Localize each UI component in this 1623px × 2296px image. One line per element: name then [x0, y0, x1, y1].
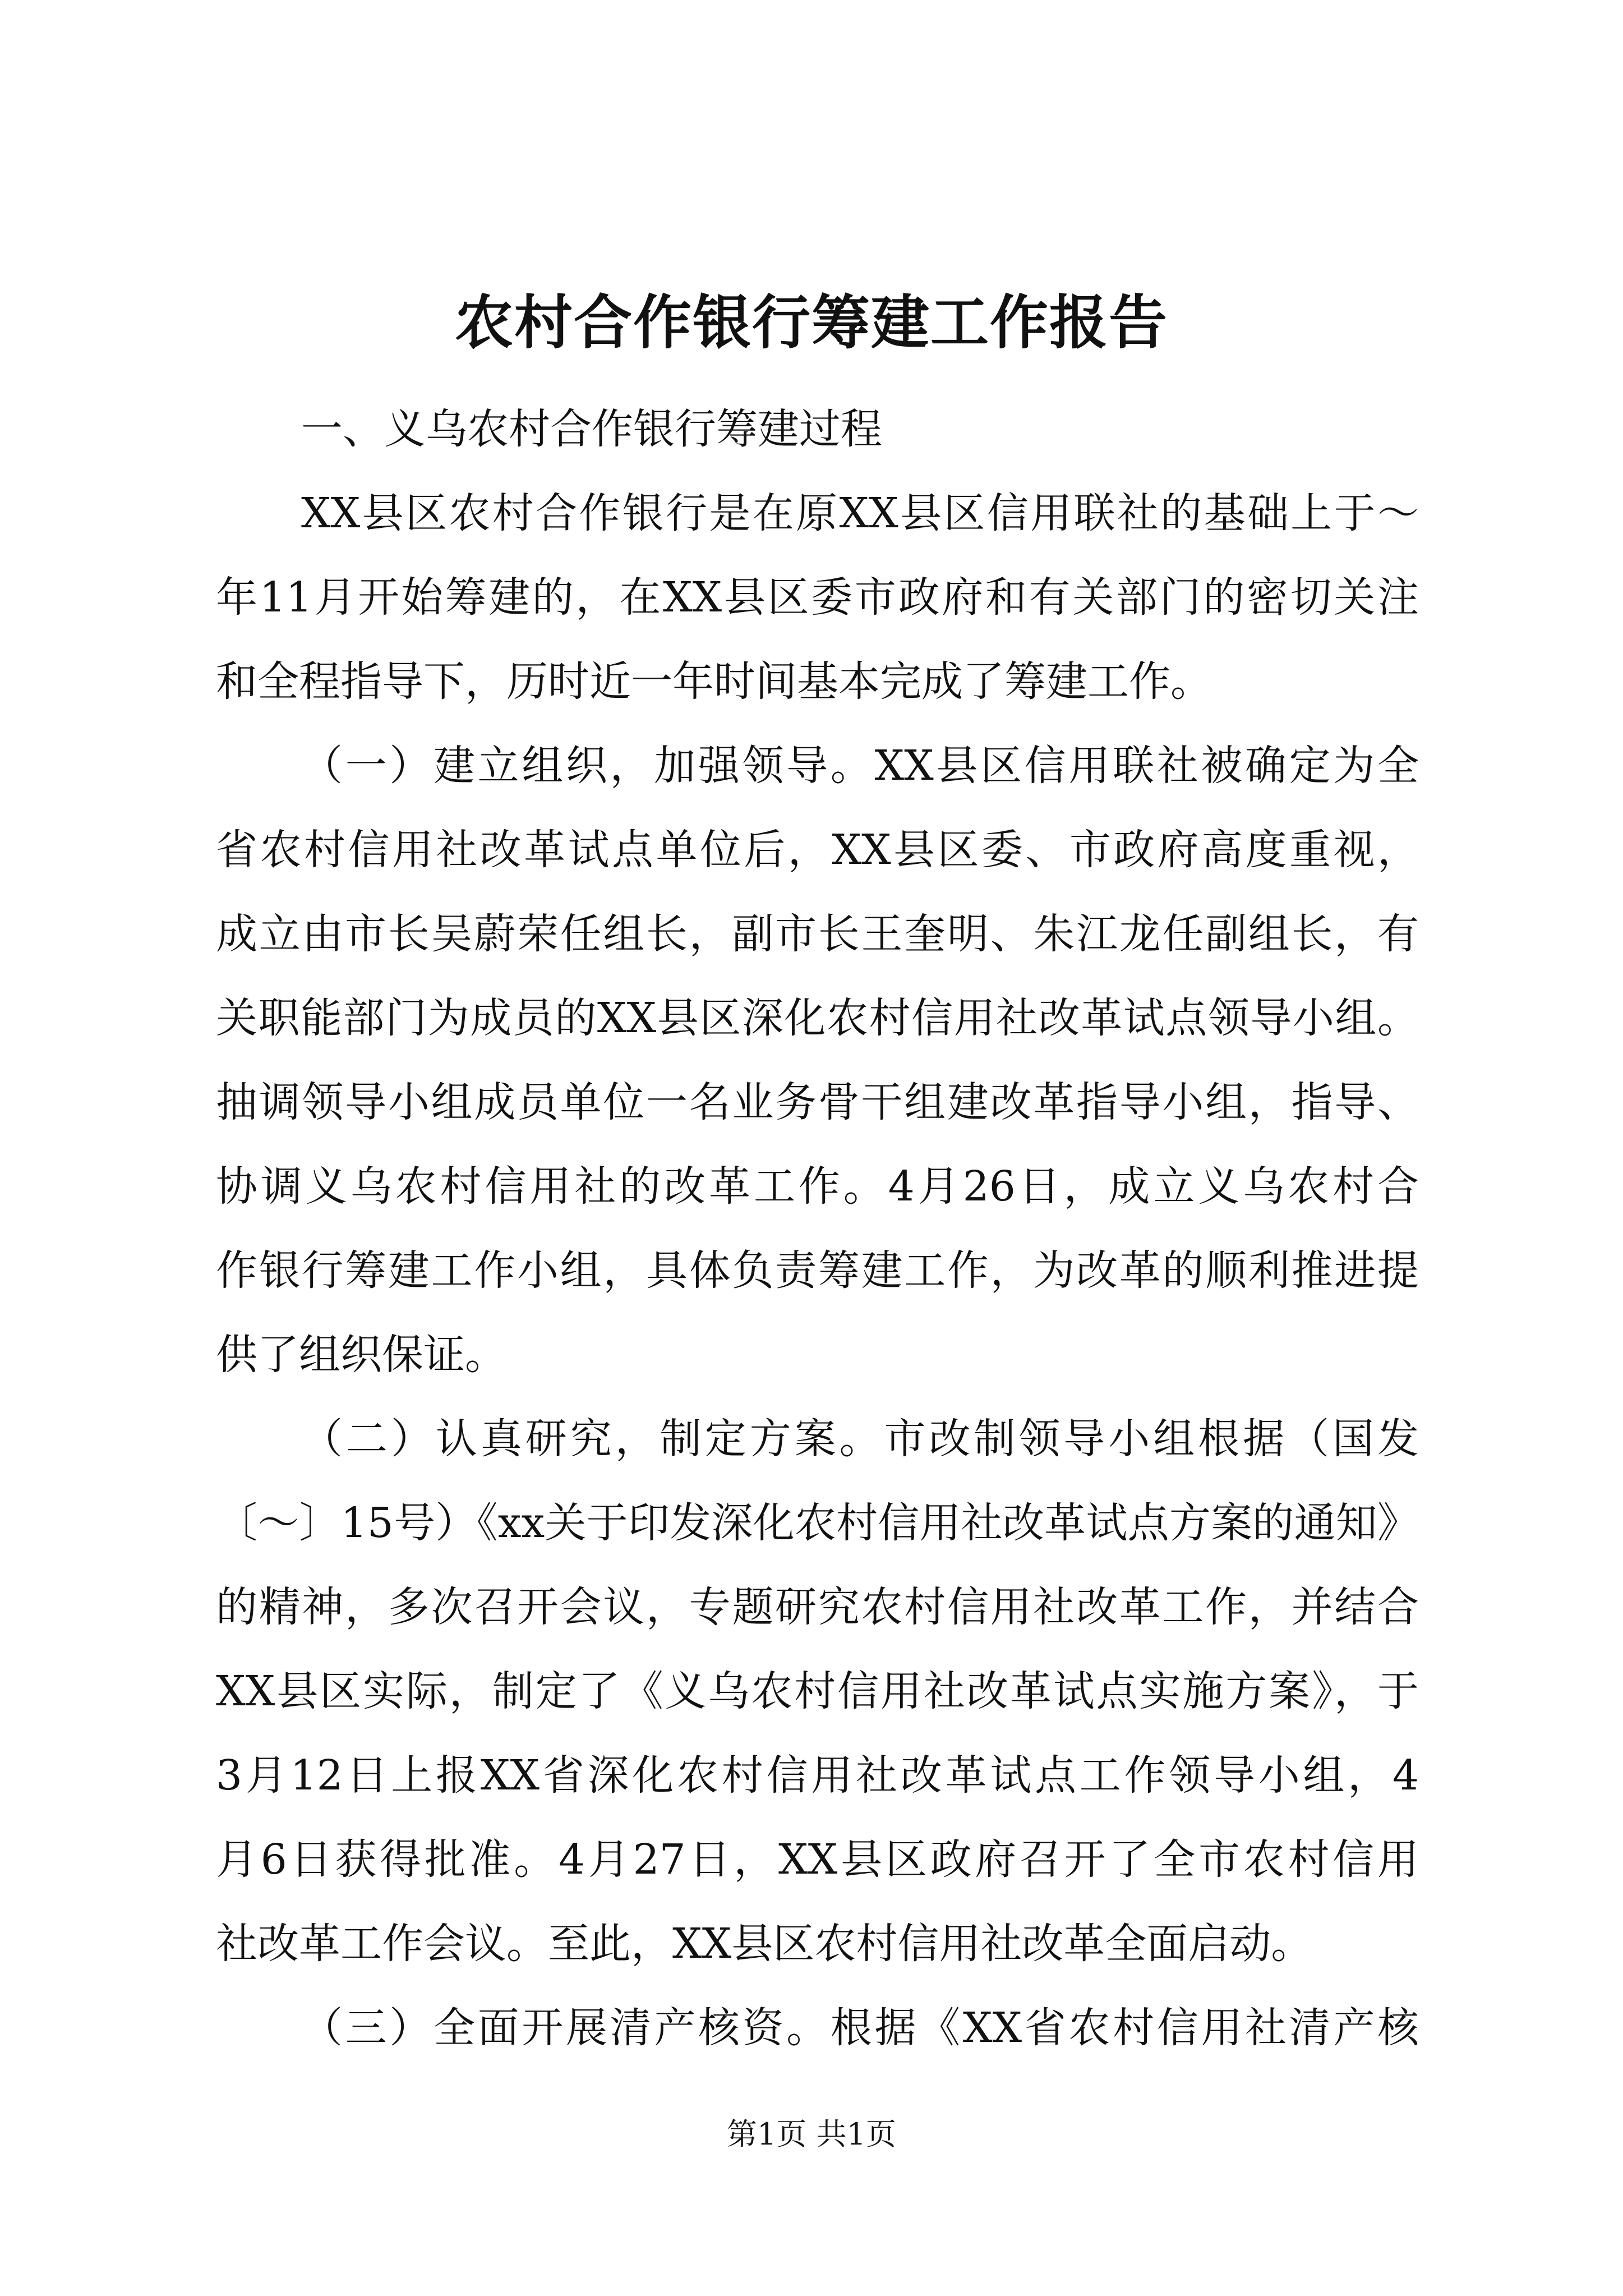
paragraph-line: 关职能部门为成员的XX县区深化农村信用社改革试点领导小组。: [216, 994, 1419, 1042]
section-heading-1: 一、义乌农村合作银行筹建过程: [301, 405, 882, 453]
paragraph-line: 作银行筹建工作小组，具体负责筹建工作，为改革的顺利推进提: [216, 1246, 1419, 1295]
paragraph-line: 省农村信用社改革试点单位后，XX县区委、市政府高度重视，: [216, 826, 1419, 874]
page-number-footer: 第1页 共1页: [727, 2116, 896, 2152]
paragraph-line: 3月12日上报XX省深化农村信用社改革试点工作领导小组，4: [216, 1751, 1419, 1800]
paragraph-line: （二）认真研究，制定方案。市改制领导小组根据（国发: [301, 1415, 1419, 1463]
document-title: 农村合作银行筹建工作报告: [454, 288, 1168, 357]
paragraph-line: 供了组织保证。: [216, 1331, 506, 1379]
paragraph-line: （一）建立组织，加强领导。XX县区信用联社被确定为全: [301, 742, 1419, 790]
paragraph-line: 年11月开始筹建的，在XX县区委市政府和有关部门的密切关注: [216, 573, 1419, 622]
paragraph-line: （三）全面开展清产核资。根据《XX省农村信用社清产核: [301, 2004, 1419, 2052]
paragraph-line: 的精神，多次召开会议，专题研究农村信用社改革工作，并结合: [216, 1583, 1419, 1631]
paragraph-line: 抽调领导小组成员单位一名业务骨干组建改革指导小组，指导、: [216, 1078, 1419, 1126]
paragraph-line: XX县区农村合作银行是在原XX县区信用联社的基础上于～: [301, 489, 1419, 537]
paragraph-line: 和全程指导下，历时近一年时间基本完成了筹建工作。: [216, 657, 1212, 706]
paragraph-line: 协调义乌农村信用社的改革工作。4月26日，成立义乌农村合: [216, 1162, 1419, 1211]
paragraph-line: XX县区实际，制定了《义乌农村信用社改革试点实施方案》，于: [216, 1667, 1419, 1715]
paragraph-line: 〔～〕15号）《xx关于印发深化农村信用社改革试点方案的通知》: [216, 1499, 1419, 1547]
paragraph-line: 社改革工作会议。至此，XX县区农村信用社改革全面启动。: [216, 1920, 1313, 1968]
paragraph-line: 成立由市长吴蔚荣任组长，副市长王奎明、朱江龙任副组长，有: [216, 910, 1419, 958]
document-body: [216, 387, 1419, 2070]
paragraph-line: 月6日获得批准。4月27日，XX县区政府召开了全市农村信用: [216, 1835, 1419, 1884]
